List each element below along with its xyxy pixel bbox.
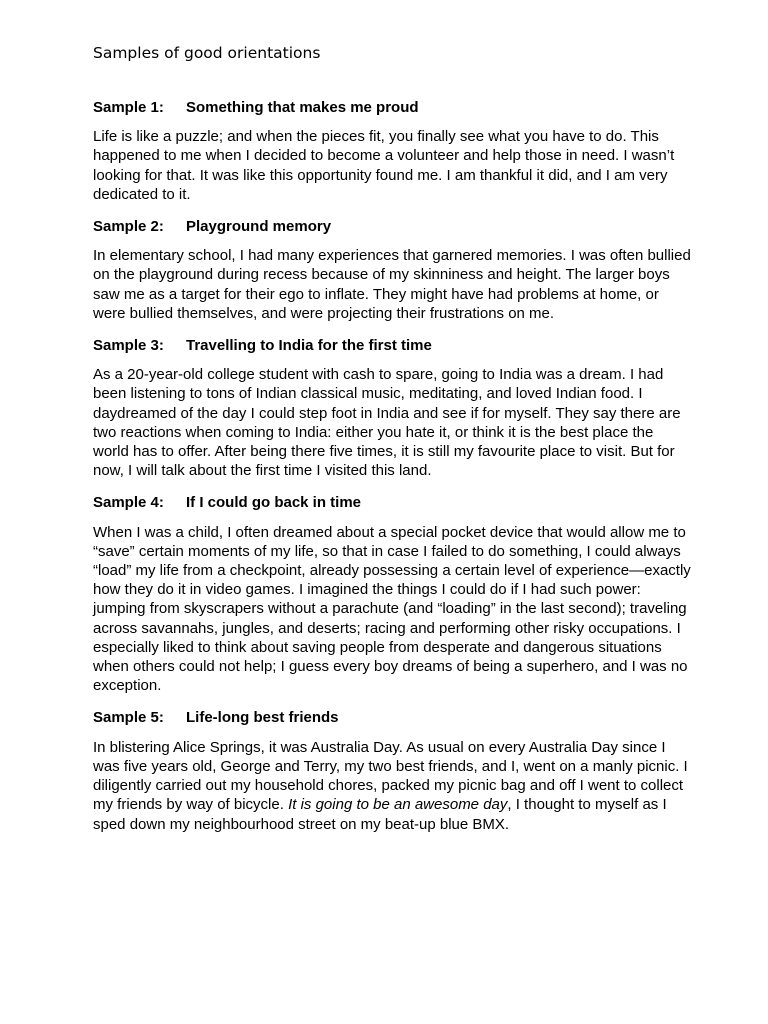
sample-number: Sample 1:	[93, 99, 164, 116]
sample-paragraph: Life is like a puzzle; and when the pieces fit, you finally see what you have to do. This happened to me when I decided to become a volunteer and help those in need. I wasn’t looking for that. It was like this opportunity found me. I am thankful it did, and I am very dedicated to it.	[93, 128, 675, 203]
sample-title: Life-long best friends	[186, 709, 339, 727]
sample-title: Playground memory	[186, 218, 332, 236]
sample-paragraph	[93, 738, 693, 834]
sample-number: Sample 5:	[93, 709, 164, 727]
sample-3	[93, 336, 693, 480]
sample-number: Sample 3:	[93, 337, 164, 355]
sample-heading	[93, 336, 693, 355]
sample-title: Travelling to India for the first time	[186, 337, 432, 355]
sample-2	[93, 217, 693, 323]
paragraph-text: In blistering Alice Springs, it was Australia Day. As usual on every Australia Day since I was five years old, George and Terry, my two best friends, and I, went on a manly picnic. I diligently carried out my household chores, packed my picnic bag and off I went to collect my friends by way of bicycle.	[93, 738, 688, 814]
document-title: Samples of good orientations	[93, 44, 321, 62]
sample-paragraph: When I was a child, I often dreamed about a special pocket device that would allow me to “save” certain moments of my life, so that in case I failed to do something, I could always “load” my life from a checkpoint, already possessing a certain level of experience—exactly how they do it in video games. I imagined the things I could do if I had such power: jumping from skyscrapers without a parachute (and “loading” in the last second); traveling across savannahs, jungles, and deserts; racing and performing other risky occupations. I especially liked to think about saving people from desperate and dangerous situations when others could not help; I guess every boy dreams of being a superhero, and I was no exception.	[93, 523, 691, 695]
sample-paragraph: In elementary school, I had many experiences that garnered memories. I was often bullied on the playground during recess because of my skinniness and height. The larger boys saw me as a target for their ego to inflate. They might have had problems at home, or were bullied themselves, and were projecting their frustrations on me.	[93, 247, 691, 322]
sample-paragraph: As a 20-year-old college student with cash to spare, going to India was a dream. I had been listening to tons of Indian classical music, meditating, and loved Indian food. I daydreamed of the day I could step foot in India and see if for myself. They say there are two reactions when coming to India: either you hate it, or think it is the best place the world has to offer. After being there five times, it is still my favourite place to visit. But for now, I will talk about the first time I visited this land.	[93, 366, 681, 480]
sample-heading	[93, 217, 693, 236]
italic-thought: It is going to be an awesome day	[288, 796, 508, 814]
sample-4	[93, 493, 693, 695]
paragraph-text: , I thought to myself as I sped down my neighbourhood street on my beat-up blue BMX.	[93, 796, 667, 833]
sample-number: Sample 2:	[93, 218, 164, 236]
sample-heading	[93, 98, 693, 117]
sample-number: Sample 4:	[93, 494, 164, 512]
sample-heading	[93, 708, 693, 727]
sample-heading	[93, 493, 693, 512]
sample-5	[93, 708, 693, 833]
document-body	[93, 98, 693, 847]
sample-1	[93, 98, 693, 204]
sample-title: Something that makes me proud	[186, 99, 419, 116]
sample-title: If I could go back in time	[186, 494, 362, 512]
